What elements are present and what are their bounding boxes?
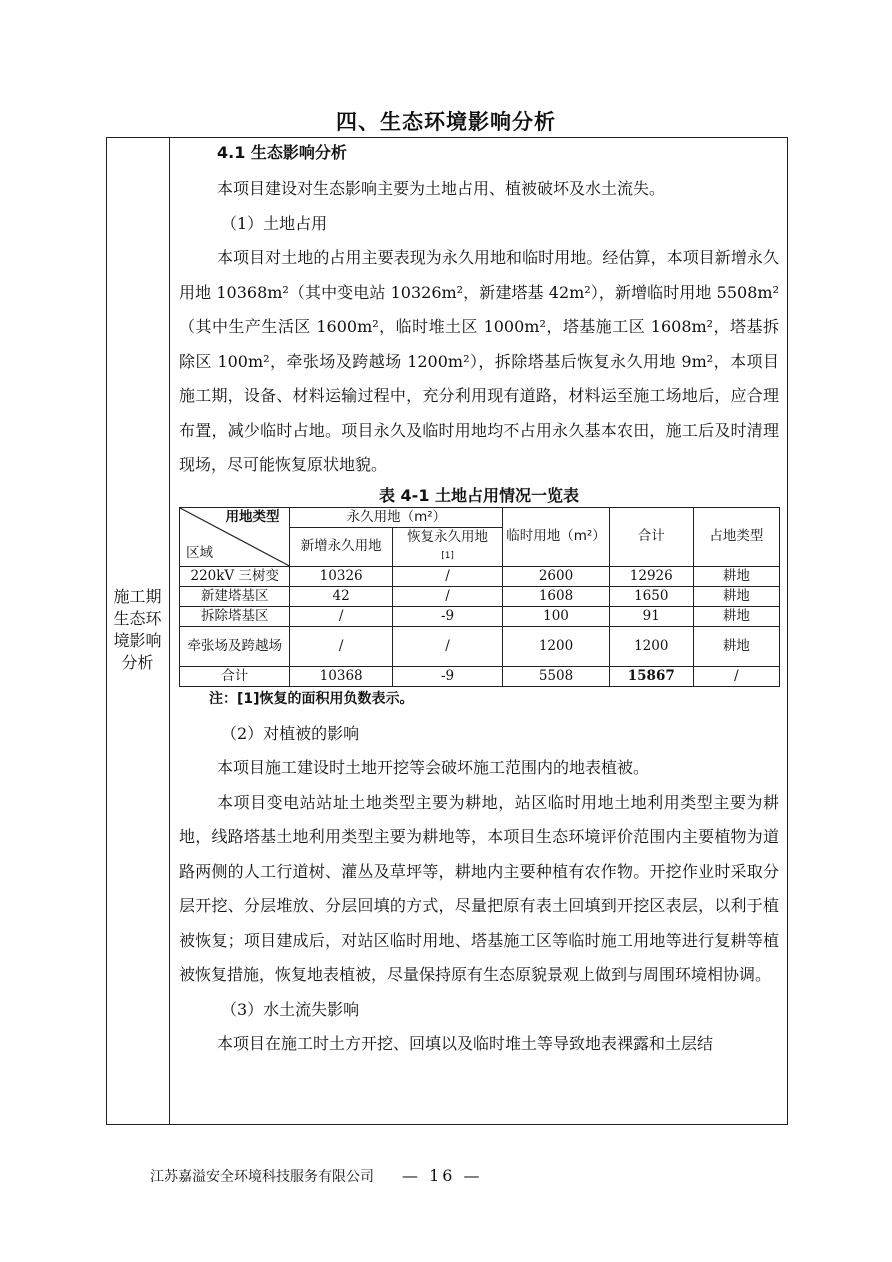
restore-footnote-mark: [1] — [441, 550, 454, 561]
total-header: 合计 — [609, 507, 693, 566]
cell-restore: -9 — [392, 606, 502, 626]
table-note: 注：[1]恢复的面积用负数表示。 — [209, 690, 414, 707]
temporary-header: 临时用地（m²） — [503, 507, 609, 566]
cell-temp: 100 — [503, 606, 609, 626]
main-content — [179, 140, 779, 1062]
heading-4-1: 4.1 生态影响分析 — [217, 143, 347, 162]
cell-type: 耕地 — [693, 606, 779, 626]
cell-new: 42 — [290, 586, 392, 606]
left-label-line: 分析 — [121, 653, 154, 672]
table-sum-row — [180, 666, 780, 686]
subheading-land: （1）土地占用 — [221, 213, 328, 233]
content-frame — [106, 137, 788, 1125]
left-label-line: 生态环 — [113, 609, 162, 628]
table-corner-cell — [180, 507, 290, 566]
left-column — [107, 138, 170, 1124]
new-permanent-header: 新增永久用地 — [290, 527, 392, 566]
table-row — [180, 586, 780, 606]
corner-top-label: 用地类型 — [225, 508, 280, 525]
cell-type: / — [693, 666, 779, 686]
table-row — [180, 606, 780, 626]
land-table — [179, 507, 780, 687]
cell-new: 10368 — [290, 666, 392, 686]
cell-temp: 1608 — [503, 586, 609, 606]
cell-new: / — [290, 626, 392, 666]
cell-temp: 2600 — [503, 566, 609, 586]
cell-total: 12926 — [609, 566, 693, 586]
cell-total: 91 — [609, 606, 693, 626]
cell-type: 耕地 — [693, 626, 779, 666]
cell-area: 220kV 三树变 — [180, 566, 290, 586]
land-paragraph: 本项目对土地的占用主要表现为永久用地和临时用地。经估算，本项目新增永久用地 10368m²（其中变电站 10326m²，新建塔基 42m²），新增临时用地 5508m²（其中生产生活区 1600m²，临时堆土区 1000m²，塔基施工区 1608m²，塔基拆除区 100m²，牵张场及跨越场 1200m²），拆除塔基后恢复永久用地 9m²，本项目施工期，设备、材料运输过程中，充分利用现有道路，材料运至施工场地后，应合理布置，减少临时占地。项目永久及临时用地均不占用永久基本农田，施工后及时清理现场，尽可能恢复原状地貌。 — [179, 248, 779, 474]
cell-restore: -9 — [392, 666, 502, 686]
vegetation-paragraph-2: 本项目变电站站址土地类型主要为耕地，站区临时用地土地利用类型主要为耕地，线路塔基土地利用类型主要为耕地等，本项目生态环境评价范围内主要植物为道路两侧的人工行道树、灌丛及草坪等，耕地内主要种植有农作物。开挖作业时采取分层开挖、分层堆放、分层回填的方式，尽量把原有表土回填到开挖区表层，以利于植被恢复；项目建成后，对站区临时用地、塔基施工区等临时施工用地等进行复耕等植被恢复措施，恢复地表植被，尽量保持原有生态原貌景观上做到与周围环境相协调。 — [179, 792, 779, 984]
cell-type: 耕地 — [693, 566, 779, 586]
table-row — [180, 566, 780, 586]
table-title: 表 4-1 土地占用情况一览表 — [378, 485, 580, 505]
cell-area: 合计 — [180, 666, 290, 686]
cell-area: 牵张场及跨越场 — [180, 626, 290, 666]
cell-restore: / — [392, 626, 502, 666]
page-number: — 16 — — [402, 1166, 483, 1185]
cell-temp: 5508 — [503, 666, 609, 686]
intro-paragraph: 本项目建设对生态影响主要为土地占用、植被破坏及水土流失。 — [217, 179, 666, 198]
restore-permanent-header — [392, 527, 502, 566]
left-label-line: 境影响 — [113, 631, 162, 650]
land-type-header: 占地类型 — [693, 507, 779, 566]
left-label-line: 施工期 — [113, 587, 162, 606]
cell-total: 1200 — [609, 626, 693, 666]
restore-permanent-label: 恢复永久用地 — [407, 528, 489, 545]
cell-new: 10326 — [290, 566, 392, 586]
permanent-header: 永久用地（m²） — [290, 507, 503, 527]
cell-type: 耕地 — [693, 586, 779, 606]
cell-area: 拆除塔基区 — [180, 606, 290, 626]
section-title: 四、生态环境影响分析 — [336, 110, 556, 134]
table-row — [180, 626, 780, 666]
cell-restore: / — [392, 586, 502, 606]
corner-bottom-label: 区域 — [186, 544, 213, 561]
cell-temp: 1200 — [503, 626, 609, 666]
cell-area: 新建塔基区 — [180, 586, 290, 606]
cell-total: 15867 — [609, 666, 693, 686]
left-label — [107, 586, 168, 674]
cell-new: / — [290, 606, 392, 626]
soil-erosion-paragraph: 本项目在施工时土方开挖、回填以及临时堆土等导致地表裸露和土层结 — [217, 1034, 714, 1053]
vegetation-paragraph-1: 本项目施工建设时土地开挖等会破坏施工范围内的地表植被。 — [217, 758, 650, 777]
subheading-soil-erosion: （3）水土流失影响 — [221, 999, 360, 1019]
cell-total: 1650 — [609, 586, 693, 606]
subheading-vegetation: （2）对植被的影响 — [221, 723, 360, 743]
footer-company: 江苏嘉溢安全环境科技服务有限公司 — [150, 1169, 374, 1185]
cell-restore: / — [392, 566, 502, 586]
